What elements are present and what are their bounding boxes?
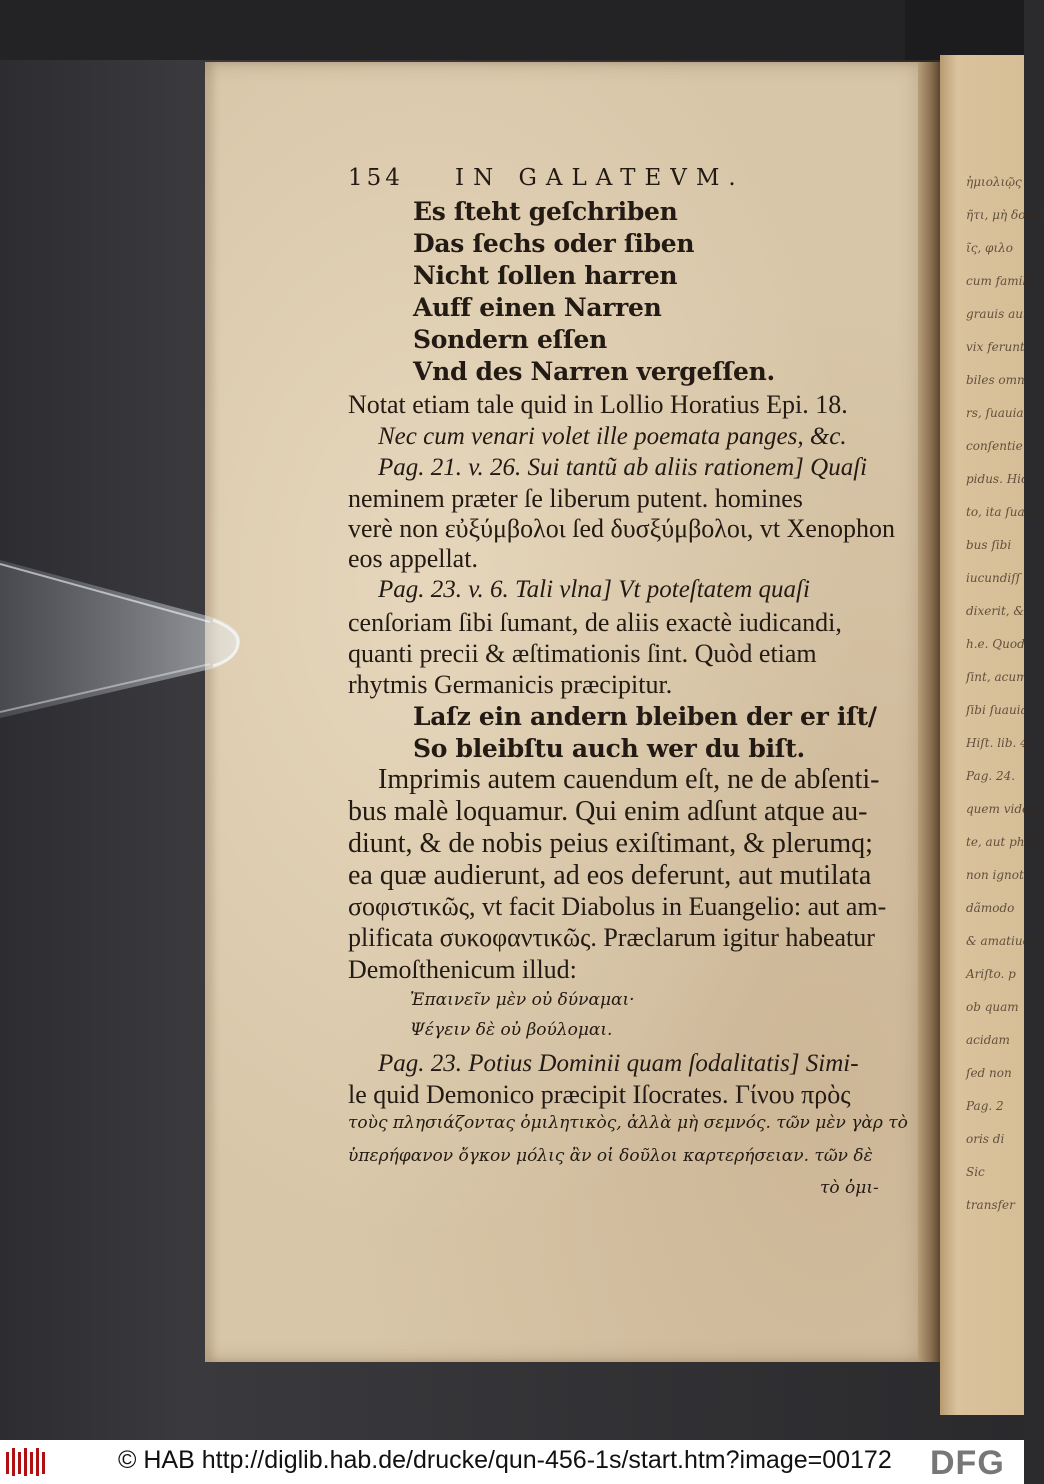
verse-line: Nicht ſollen harren	[413, 261, 678, 290]
copyright-link[interactable]: © HAB http://diglib.hab.de/drucke/qun-456-1s/start.htm?image=00172	[118, 1446, 892, 1474]
facing-page-fragment: biles omni	[966, 373, 1029, 387]
facing-page	[940, 55, 1044, 1415]
binding-board-top	[0, 0, 1024, 60]
text-line: ea quæ audierunt, ad eos deferunt, aut mutilata	[348, 860, 872, 891]
facing-page-fragment: oris di	[966, 1132, 1005, 1146]
greek-quote-line: Ψέγειν δὲ οὐ βούλομαι.	[410, 1020, 613, 1040]
facing-page-fragment: Pag. 24.	[966, 769, 1016, 783]
text-line: Imprimis autem cauendum eſt, ne de abſenti-	[378, 764, 880, 795]
facing-page-fragment: quem video	[966, 802, 1037, 816]
hab-logo-icon	[6, 1448, 46, 1476]
text-line: rhytmis Germanicis præcipitur.	[348, 670, 673, 699]
binding-board-right	[905, 0, 1024, 60]
verse-line: Laſz ein andern bleiben der er iſt/	[413, 702, 877, 731]
text-line: quanti precii & æſtimationis ſint. Quòd etiam	[348, 639, 817, 668]
catchword: τὸ ὁμι-	[820, 1178, 879, 1198]
facing-page-fragment: ἡμιολιῷς	[966, 175, 1022, 189]
facing-page-fragment: ῆτι, μὴ δοκεῖ	[966, 208, 1044, 222]
text-line: neminem præter ſe liberum putent. homines	[348, 484, 803, 513]
facing-page-fragment: ſint, acum	[966, 670, 1028, 684]
text-line: Pag. 23. v. 6. Tali vlna] Vt poteſtatem quaſi	[378, 576, 810, 603]
text-line: bus malè loquamur. Qui enim adſunt atque au-	[348, 796, 868, 827]
text-line: cenſoriam ſibi ſumant, de aliis exactè iudicandi,	[348, 608, 842, 637]
verse-line: Sondern eſſen	[413, 325, 607, 354]
footer-bar	[0, 1440, 1024, 1484]
facing-page-fragment: bus ſibi	[966, 538, 1012, 552]
facing-page-fragment: & amatiuo	[966, 934, 1030, 948]
text-line: Pag. 21. v. 26. Sui tantũ ab aliis rationem] Quaſi	[378, 454, 868, 481]
greek-quote-line: Ἐπαινεῖν μὲν οὐ δύναμαι·	[410, 990, 635, 1010]
text-line: le quid Demonico præcipit Iſocrates. Γίνου πρὸς	[348, 1080, 851, 1109]
facing-page-fragment: dixerit, &	[966, 604, 1025, 618]
facing-page-fragment: rs, ſuauia	[966, 406, 1024, 420]
text-line: Pag. 23. Potius Dominii quam ſodalitatis] Simi-	[378, 1050, 859, 1077]
text-line: Demoſthenicum illud:	[348, 955, 577, 984]
facing-page-fragment: grauis aut	[966, 307, 1028, 321]
facing-page-fragment: ῖς, φιλο	[966, 241, 1013, 255]
verse-line: Vnd des Narren vergeſſen.	[413, 357, 775, 386]
verse-line: Es ſteht geſchriben	[413, 197, 678, 226]
facing-page-fragment: non ignoto	[966, 868, 1032, 882]
text-line: diunt, & de nobis peius exiſtimant, & plerumq;	[348, 828, 873, 859]
facing-page-fragment: ob quam	[966, 1000, 1019, 1014]
verse-line: Das ſechs oder ſiben	[413, 229, 695, 258]
facing-page-fragment: Ariſto. p	[966, 967, 1016, 981]
verse-line: Auff einen Narren	[413, 293, 662, 322]
text-line: verè non εὐξύμβολοι ſed δυσξύμβολοι, vt Xenophon	[348, 514, 895, 543]
text-line: plificata συκοφαντικῶς. Præclarum igitur habeatur	[348, 923, 875, 952]
text-line: σοφιστικῶς, vt facit Diabolus in Euangelio: aut am-	[348, 892, 887, 921]
page-gutter-edge	[918, 62, 940, 1362]
facing-page-fragment: transfer	[966, 1198, 1015, 1212]
text-line: Notat etiam tale quid in Lollio Horatius Epi. 18.	[348, 390, 848, 419]
text-line: eos appellat.	[348, 544, 478, 573]
facing-page-fragment: dãmodo	[966, 901, 1015, 915]
facing-page-fragment: te, aut phan	[966, 835, 1040, 849]
facing-page-fragment: conſentie	[966, 439, 1023, 453]
facing-page-fragment: Sic	[966, 1165, 985, 1179]
facing-page-fragment: h.e. Quod	[966, 637, 1025, 651]
facing-page-fragment: to, ita ſuau	[966, 505, 1033, 519]
greek-line: ὑπερήφανον ὄγκον μόλις ἂν οἱ δοῦλοι καρτερήσειαν. τῶν δὲ	[348, 1146, 873, 1166]
facing-page-fragment: Hiſt. lib. 4.	[966, 736, 1032, 750]
facing-page-fragment: iucundiſſ	[966, 571, 1021, 585]
facing-page-fragment: ſibi ſuauia	[966, 703, 1028, 717]
facing-page-fragment: cum famili	[966, 274, 1031, 288]
facing-page-fragment: Pag. 2	[966, 1099, 1004, 1113]
facing-page-fragment: acidam	[966, 1033, 1010, 1047]
verse-line: So bleibſtu auch wer du biſt.	[413, 734, 805, 763]
facing-page-fragment: ſed non	[966, 1066, 1012, 1080]
greek-line: τοὺς πλησιάζοντας ὁμιλητικὸς, ἀλλὰ μὴ σεμνός. τῶν μὲν γὰρ τὸ	[348, 1113, 908, 1133]
dfg-logo: DFG	[930, 1444, 1005, 1482]
running-head: IN GALATEVM.	[455, 165, 745, 191]
quote-line: Nec cum venari volet ille poemata panges, &c.	[378, 423, 847, 450]
facing-page-fragment: pidus. Hic	[966, 472, 1028, 486]
facing-page-fragment: vix ferunt	[966, 340, 1025, 354]
page-number: 154	[348, 165, 404, 191]
